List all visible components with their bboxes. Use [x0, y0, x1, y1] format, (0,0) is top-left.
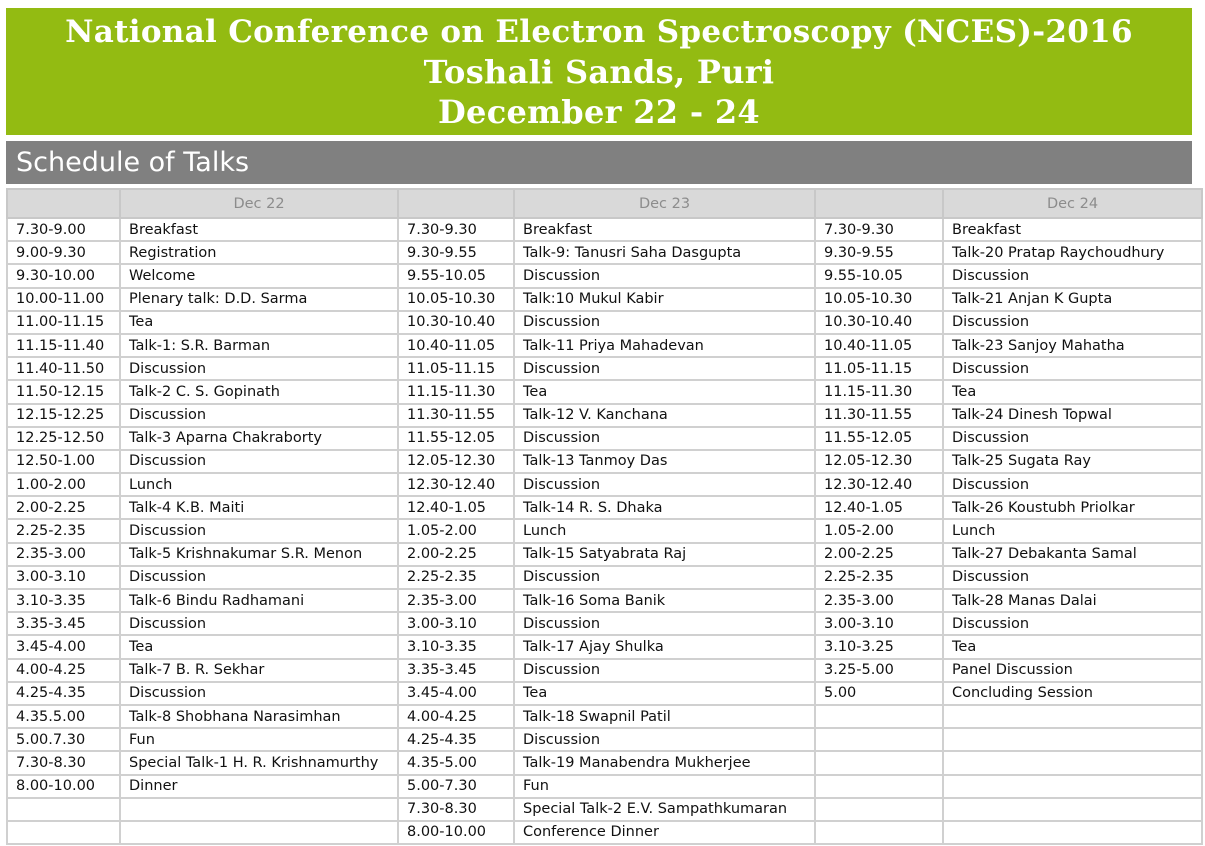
table-row — [7, 288, 1202, 311]
time-slot-cell: 2.00-2.25 — [7, 496, 120, 519]
time-slot-cell: 12.05-12.30 — [815, 450, 943, 473]
time-slot-cell: 10.40-11.05 — [815, 334, 943, 357]
day-header: Dec 22 — [120, 189, 398, 218]
time-slot-cell: 12.30-12.40 — [398, 473, 514, 496]
time-slot-cell: 10.05-10.30 — [815, 288, 943, 311]
table-row — [7, 427, 1202, 450]
activity-cell: Discussion — [943, 264, 1202, 287]
activity-cell: Concluding Session — [943, 682, 1202, 705]
activity-cell: Talk-3 Aparna Chakraborty — [120, 427, 398, 450]
time-slot-cell: 3.10-3.25 — [815, 635, 943, 658]
time-slot-cell: 8.00-10.00 — [7, 775, 120, 798]
table-row — [7, 334, 1202, 357]
time-slot-cell: 11.05-11.15 — [398, 357, 514, 380]
table-row — [7, 682, 1202, 705]
activity-cell: Discussion — [514, 566, 815, 589]
activity-cell: Fun — [120, 728, 398, 751]
time-slot-cell: 11.15-11.30 — [398, 380, 514, 403]
time-slot-cell: 4.00-4.25 — [7, 659, 120, 682]
activity-cell: Talk-9: Tanusri Saha Dasgupta — [514, 241, 815, 264]
activity-cell: Tea — [120, 311, 398, 334]
activity-cell: Talk-6 Bindu Radhamani — [120, 589, 398, 612]
time-slot-cell: 7.30-9.30 — [815, 218, 943, 241]
activity-cell: Talk-26 Koustubh Priolkar — [943, 496, 1202, 519]
time-slot-cell: 3.10-3.35 — [398, 635, 514, 658]
activity-cell: Tea — [514, 682, 815, 705]
time-slot-cell: 5.00.7.30 — [7, 728, 120, 751]
time-slot-cell: 2.25-2.35 — [7, 519, 120, 542]
activity-cell: Lunch — [120, 473, 398, 496]
table-row — [7, 311, 1202, 334]
activity-cell: Talk-28 Manas Dalai — [943, 589, 1202, 612]
conference-title: National Conference on Electron Spectroscopy (NCES)-2016 — [65, 14, 1133, 50]
time-slot-cell: 12.15-12.25 — [7, 404, 120, 427]
time-slot-cell: 5.00-7.30 — [398, 775, 514, 798]
time-slot-cell: 1.05-2.00 — [815, 519, 943, 542]
activity-cell: Lunch — [514, 519, 815, 542]
time-slot-cell: 2.25-2.35 — [398, 566, 514, 589]
activity-cell: Talk-23 Sanjoy Mahatha — [943, 334, 1202, 357]
activity-cell: Talk-25 Sugata Ray — [943, 450, 1202, 473]
time-header-cell — [398, 189, 514, 218]
activity-cell: Talk-13 Tanmoy Das — [514, 450, 815, 473]
activity-cell: Tea — [514, 380, 815, 403]
activity-cell: Tea — [120, 635, 398, 658]
activity-cell: Talk-20 Pratap Raychoudhury — [943, 241, 1202, 264]
activity-cell: Discussion — [120, 682, 398, 705]
schedule-body — [7, 218, 1202, 844]
activity-cell: Lunch — [943, 519, 1202, 542]
activity-cell — [120, 798, 398, 821]
time-slot-cell: 10.30-10.40 — [398, 311, 514, 334]
time-slot-cell: 11.40-11.50 — [7, 357, 120, 380]
table-row — [7, 566, 1202, 589]
time-slot-cell: 2.25-2.35 — [815, 566, 943, 589]
activity-cell: Talk:10 Mukul Kabir — [514, 288, 815, 311]
time-slot-cell: 9.00-9.30 — [7, 241, 120, 264]
table-row — [7, 543, 1202, 566]
activity-cell: Discussion — [514, 427, 815, 450]
activity-cell: Discussion — [120, 357, 398, 380]
table-row — [7, 380, 1202, 403]
time-slot-cell: 11.30-11.55 — [398, 404, 514, 427]
time-slot-cell: 10.05-10.30 — [398, 288, 514, 311]
time-slot-cell: 4.00-4.25 — [398, 705, 514, 728]
activity-cell: Discussion — [943, 612, 1202, 635]
time-slot-cell: 3.35-3.45 — [7, 612, 120, 635]
table-row — [7, 241, 1202, 264]
time-slot-cell: 12.40-1.05 — [398, 496, 514, 519]
time-slot-cell — [815, 821, 943, 844]
activity-cell: Discussion — [514, 311, 815, 334]
time-slot-cell: 3.25-5.00 — [815, 659, 943, 682]
table-row — [7, 496, 1202, 519]
day-header: Dec 23 — [514, 189, 815, 218]
activity-cell: Talk-4 K.B. Maiti — [120, 496, 398, 519]
activity-cell: Special Talk-2 E.V. Sampathkumaran — [514, 798, 815, 821]
table-row — [7, 635, 1202, 658]
time-slot-cell: 10.00-11.00 — [7, 288, 120, 311]
time-slot-cell — [815, 705, 943, 728]
activity-cell — [943, 705, 1202, 728]
activity-cell: Talk-15 Satyabrata Raj — [514, 543, 815, 566]
activity-cell: Talk-27 Debakanta Samal — [943, 543, 1202, 566]
time-slot-cell: 2.35-3.00 — [815, 589, 943, 612]
table-row — [7, 473, 1202, 496]
table-row — [7, 450, 1202, 473]
activity-cell: Conference Dinner — [514, 821, 815, 844]
activity-cell — [943, 775, 1202, 798]
time-slot-cell: 3.45-4.00 — [398, 682, 514, 705]
conference-dates: December 22 - 24 — [438, 93, 760, 131]
day-header: Dec 24 — [943, 189, 1202, 218]
time-slot-cell: 12.25-12.50 — [7, 427, 120, 450]
activity-cell — [943, 798, 1202, 821]
activity-cell: Talk-17 Ajay Shulka — [514, 635, 815, 658]
table-row — [7, 798, 1202, 821]
table-row — [7, 775, 1202, 798]
activity-cell: Discussion — [120, 612, 398, 635]
activity-cell: Talk-8 Shobhana Narasimhan — [120, 705, 398, 728]
table-row — [7, 612, 1202, 635]
time-slot-cell: 8.00-10.00 — [398, 821, 514, 844]
table-row — [7, 751, 1202, 774]
activity-cell: Talk-1: S.R. Barman — [120, 334, 398, 357]
activity-cell: Discussion — [120, 566, 398, 589]
time-slot-cell: 7.30-9.30 — [398, 218, 514, 241]
time-slot-cell — [815, 775, 943, 798]
time-slot-cell: 4.25-4.35 — [7, 682, 120, 705]
time-slot-cell: 7.30-8.30 — [398, 798, 514, 821]
time-slot-cell: 9.55-10.05 — [398, 264, 514, 287]
time-slot-cell: 9.55-10.05 — [815, 264, 943, 287]
table-row — [7, 589, 1202, 612]
time-slot-cell — [815, 728, 943, 751]
table-row — [7, 357, 1202, 380]
activity-cell: Breakfast — [120, 218, 398, 241]
activity-cell: Talk-19 Manabendra Mukherjee — [514, 751, 815, 774]
activity-cell: Tea — [943, 380, 1202, 403]
table-row — [7, 821, 1202, 844]
activity-cell: Discussion — [514, 659, 815, 682]
time-slot-cell: 2.35-3.00 — [7, 543, 120, 566]
time-slot-cell: 11.05-11.15 — [815, 357, 943, 380]
activity-cell: Special Talk-1 H. R. Krishnamurthy — [120, 751, 398, 774]
time-slot-cell: 12.05-12.30 — [398, 450, 514, 473]
time-slot-cell: 3.00-3.10 — [815, 612, 943, 635]
time-slot-cell: 12.50-1.00 — [7, 450, 120, 473]
activity-cell: Talk-2 C. S. Gopinath — [120, 380, 398, 403]
activity-cell: Talk-16 Soma Banik — [514, 589, 815, 612]
activity-cell: Discussion — [514, 264, 815, 287]
time-slot-cell: 3.10-3.35 — [7, 589, 120, 612]
time-slot-cell: 7.30-9.00 — [7, 218, 120, 241]
activity-cell: Registration — [120, 241, 398, 264]
conference-venue: Toshali Sands, Puri — [423, 53, 775, 91]
activity-cell: Discussion — [943, 427, 1202, 450]
time-slot-cell: 4.35-5.00 — [398, 751, 514, 774]
time-slot-cell: 9.30-9.55 — [398, 241, 514, 264]
time-slot-cell: 1.00-2.00 — [7, 473, 120, 496]
time-slot-cell: 10.40-11.05 — [398, 334, 514, 357]
activity-cell: Talk-5 Krishnakumar S.R. Menon — [120, 543, 398, 566]
activity-cell — [120, 821, 398, 844]
activity-cell: Talk-7 B. R. Sekhar — [120, 659, 398, 682]
time-slot-cell: 7.30-8.30 — [7, 751, 120, 774]
time-slot-cell — [815, 798, 943, 821]
activity-cell: Talk-18 Swapnil Patil — [514, 705, 815, 728]
time-header-cell — [815, 189, 943, 218]
time-slot-cell: 3.35-3.45 — [398, 659, 514, 682]
time-slot-cell — [7, 821, 120, 844]
table-row — [7, 404, 1202, 427]
activity-cell: Breakfast — [943, 218, 1202, 241]
time-slot-cell: 11.15-11.30 — [815, 380, 943, 403]
conference-banner — [6, 8, 1192, 135]
activity-cell: Discussion — [943, 311, 1202, 334]
table-row — [7, 218, 1202, 241]
activity-cell — [943, 751, 1202, 774]
table-row — [7, 264, 1202, 287]
activity-cell: Breakfast — [514, 218, 815, 241]
schedule-header-row — [7, 189, 1202, 218]
activity-cell: Discussion — [943, 473, 1202, 496]
time-slot-cell: 2.00-2.25 — [815, 543, 943, 566]
table-row — [7, 659, 1202, 682]
time-slot-cell: 3.00-3.10 — [7, 566, 120, 589]
table-row — [7, 728, 1202, 751]
activity-cell: Discussion — [514, 612, 815, 635]
time-slot-cell: 11.30-11.55 — [815, 404, 943, 427]
activity-cell: Talk-11 Priya Mahadevan — [514, 334, 815, 357]
activity-cell: Discussion — [943, 357, 1202, 380]
time-slot-cell: 10.30-10.40 — [815, 311, 943, 334]
time-slot-cell: 9.30-9.55 — [815, 241, 943, 264]
time-slot-cell: 3.45-4.00 — [7, 635, 120, 658]
time-slot-cell: 12.40-1.05 — [815, 496, 943, 519]
time-header-cell — [7, 189, 120, 218]
time-slot-cell: 4.25-4.35 — [398, 728, 514, 751]
activity-cell: Tea — [943, 635, 1202, 658]
time-slot-cell: 11.50-12.15 — [7, 380, 120, 403]
time-slot-cell: 11.55-12.05 — [815, 427, 943, 450]
section-title: Schedule of Talks — [6, 141, 1192, 184]
activity-cell: Plenary talk: D.D. Sarma — [120, 288, 398, 311]
activity-cell: Discussion — [943, 566, 1202, 589]
activity-cell: Welcome — [120, 264, 398, 287]
activity-cell — [943, 728, 1202, 751]
time-slot-cell: 9.30-10.00 — [7, 264, 120, 287]
activity-cell — [943, 821, 1202, 844]
time-slot-cell: 11.55-12.05 — [398, 427, 514, 450]
time-slot-cell: 12.30-12.40 — [815, 473, 943, 496]
activity-cell: Fun — [514, 775, 815, 798]
time-slot-cell: 2.35-3.00 — [398, 589, 514, 612]
time-slot-cell: 5.00 — [815, 682, 943, 705]
activity-cell: Talk-21 Anjan K Gupta — [943, 288, 1202, 311]
time-slot-cell — [815, 751, 943, 774]
activity-cell: Discussion — [120, 519, 398, 542]
activity-cell: Talk-24 Dinesh Topwal — [943, 404, 1202, 427]
table-row — [7, 705, 1202, 728]
activity-cell: Discussion — [120, 450, 398, 473]
activity-cell: Discussion — [514, 357, 815, 380]
time-slot-cell: 4.35.5.00 — [7, 705, 120, 728]
table-row — [7, 519, 1202, 542]
time-slot-cell — [7, 798, 120, 821]
activity-cell: Talk-12 V. Kanchana — [514, 404, 815, 427]
activity-cell: Panel Discussion — [943, 659, 1202, 682]
time-slot-cell: 3.00-3.10 — [398, 612, 514, 635]
activity-cell: Talk-14 R. S. Dhaka — [514, 496, 815, 519]
time-slot-cell: 2.00-2.25 — [398, 543, 514, 566]
time-slot-cell: 1.05-2.00 — [398, 519, 514, 542]
schedule-table — [6, 188, 1203, 845]
time-slot-cell: 11.15-11.40 — [7, 334, 120, 357]
activity-cell: Discussion — [120, 404, 398, 427]
time-slot-cell: 11.00-11.15 — [7, 311, 120, 334]
activity-cell: Dinner — [120, 775, 398, 798]
activity-cell: Discussion — [514, 728, 815, 751]
activity-cell: Discussion — [514, 473, 815, 496]
